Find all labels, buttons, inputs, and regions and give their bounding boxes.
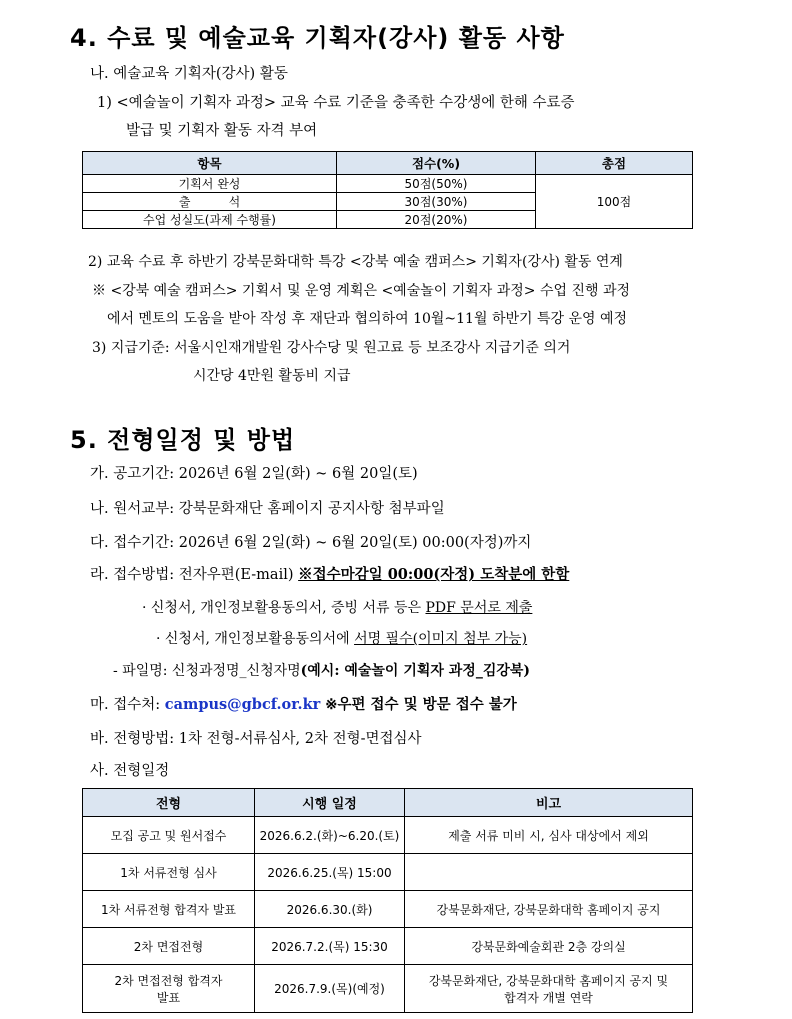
section4-item3-line1: 3) 지급기준: 서울시인재개발원 강사수당 및 원고료 등 보조강사 지급기준 의거 [92,340,571,356]
section4-note-line2: 에서 멘토의 도움을 받아 작성 후 재단과 협의하여 10월~11월 하반기 특강 운영 예정 [107,311,628,327]
table-cell: 50점(50%) [337,175,536,193]
cell-line: 강북문화재단, 강북문화대학 홈페이지 공지 및 [428,973,669,988]
table-cell: 강북문화예술회관 2층 강의실 [405,928,693,965]
table-cell: 2차 면접전형 [83,928,255,965]
no-mail-notice: ※우편 접수 및 방문 접수 불가 [320,696,517,713]
section5-ga: 가. 공고기간: 2026년 6월 2일(화) ~ 6월 20일(토) [90,466,418,482]
ra-label: 라. 접수방법: 전자우편(E-mail) [90,567,299,583]
completion-criteria-table [82,151,693,229]
section4-item2: 2) 교육 수료 후 하반기 강북문화대학 특강 <강북 예술 캠퍼스> 기획자(강사) 활동 연계 [88,254,623,270]
table-header: 전형 [83,789,255,817]
table-row [83,817,693,854]
table-row [83,928,693,965]
ma-label: 마. 접수처: [90,697,165,713]
section5-ra [90,563,569,584]
bullet2-text: · 신청서, 개인정보활용동의서에 [156,631,355,647]
table-row [83,854,693,891]
deadline-notice: ※접수마감일 00:00(자정) 도착분에 한함 [298,566,570,583]
cell-line: 2차 면접전형 합격자 [114,973,223,988]
table-cell [405,854,693,891]
section5-bullet1 [142,597,532,617]
bullet2-underlined: 서명 필수(이미지 첨부 가능) [354,631,528,647]
section4-title: 4. 수료 및 예술교육 기획자(강사) 활동 사항 [70,24,565,52]
section4-note-line1: ※ <강북 예술 캠퍼스> 기획서 및 운영 계획은 <예술놀이 기획자 과정> 수업 진행 과정 [92,283,631,299]
table-header: 점수(%) [337,152,536,175]
total-score-cell: 100점 [536,175,693,229]
table-cell: 2026.6.2.(화)~6.20.(토) [255,817,405,854]
table-header: 총점 [536,152,693,175]
table-cell: 기획서 완성 [83,175,337,193]
table-header: 비고 [405,789,693,817]
table-cell: 2026.7.2.(목) 15:30 [255,928,405,965]
table-cell: 2026.7.9.(목)(예정) [255,965,405,1013]
table-cell [405,965,693,1013]
bullet1-text: · 신청서, 개인정보활용동의서, 증빙 서류 등은 [142,600,426,616]
section5-filename [113,660,530,680]
table-cell: 모집 공고 및 원서접수 [83,817,255,854]
table-cell: 제출 서류 미비 시, 심사 대상에서 제외 [405,817,693,854]
table-cell: 강북문화재단, 강북문화대학 홈페이지 공지 [405,891,693,928]
bullet1-underlined: PDF 문서로 제출 [425,600,533,616]
table-cell: 2026.6.30.(화) [255,891,405,928]
table-cell: 1차 서류전형 합격자 발표 [83,891,255,928]
filename-example: (예시: 예술놀이 기획자 과정_김강북) [300,663,531,679]
selection-schedule-table [82,788,693,1013]
table-header: 항목 [83,152,337,175]
section4-item1-line2: 발급 및 기획자 활동 자격 부여 [126,123,318,139]
table-row [83,891,693,928]
section4-item3-line2: 시간당 4만원 활동비 지급 [193,368,351,384]
filename-label: - 파일명: 신청과정명_신청자명 [113,663,301,679]
table-header: 시행 일정 [255,789,405,817]
table-row [83,175,693,193]
cell-line: 합격자 개별 연락 [504,990,593,1005]
table-cell: 2026.6.25.(목) 15:00 [255,854,405,891]
table-cell: 출 석 [83,193,337,211]
table-cell: 1차 서류전형 심사 [83,854,255,891]
table-cell: 20점(20%) [337,211,536,229]
table-header-row [83,789,693,817]
section5-ba: 바. 전형방법: 1차 전형-서류심사, 2차 전형-면접심사 [90,731,422,747]
section5-ma [90,693,517,714]
cell-line: 발표 [156,990,181,1005]
table-header-row [83,152,693,175]
email-link[interactable]: campus@gbcf.or.kr [164,696,321,713]
section4-subheading: 나. 예술교육 기획자(강사) 활동 [90,66,288,82]
section5-title: 5. 전형일정 및 방법 [70,426,296,454]
section4-item1-line1: 1) <예술놀이 기획자 과정> 교육 수료 기준을 충족한 수강생에 한해 수료증 [97,95,575,111]
section5-sa: 사. 전형일정 [90,763,170,779]
section5-na: 나. 원서교부: 강북문화재단 홈페이지 공지사항 첨부파일 [90,501,445,517]
table-row [83,965,693,1013]
table-cell: 30점(30%) [337,193,536,211]
section5-bullet2 [156,628,527,648]
section5-da: 다. 접수기간: 2026년 6월 2일(화) ~ 6월 20일(토) 00:00(자정)까지 [90,535,532,551]
table-cell: 수업 성실도(과제 수행률) [83,211,337,229]
table-cell [83,965,255,1013]
